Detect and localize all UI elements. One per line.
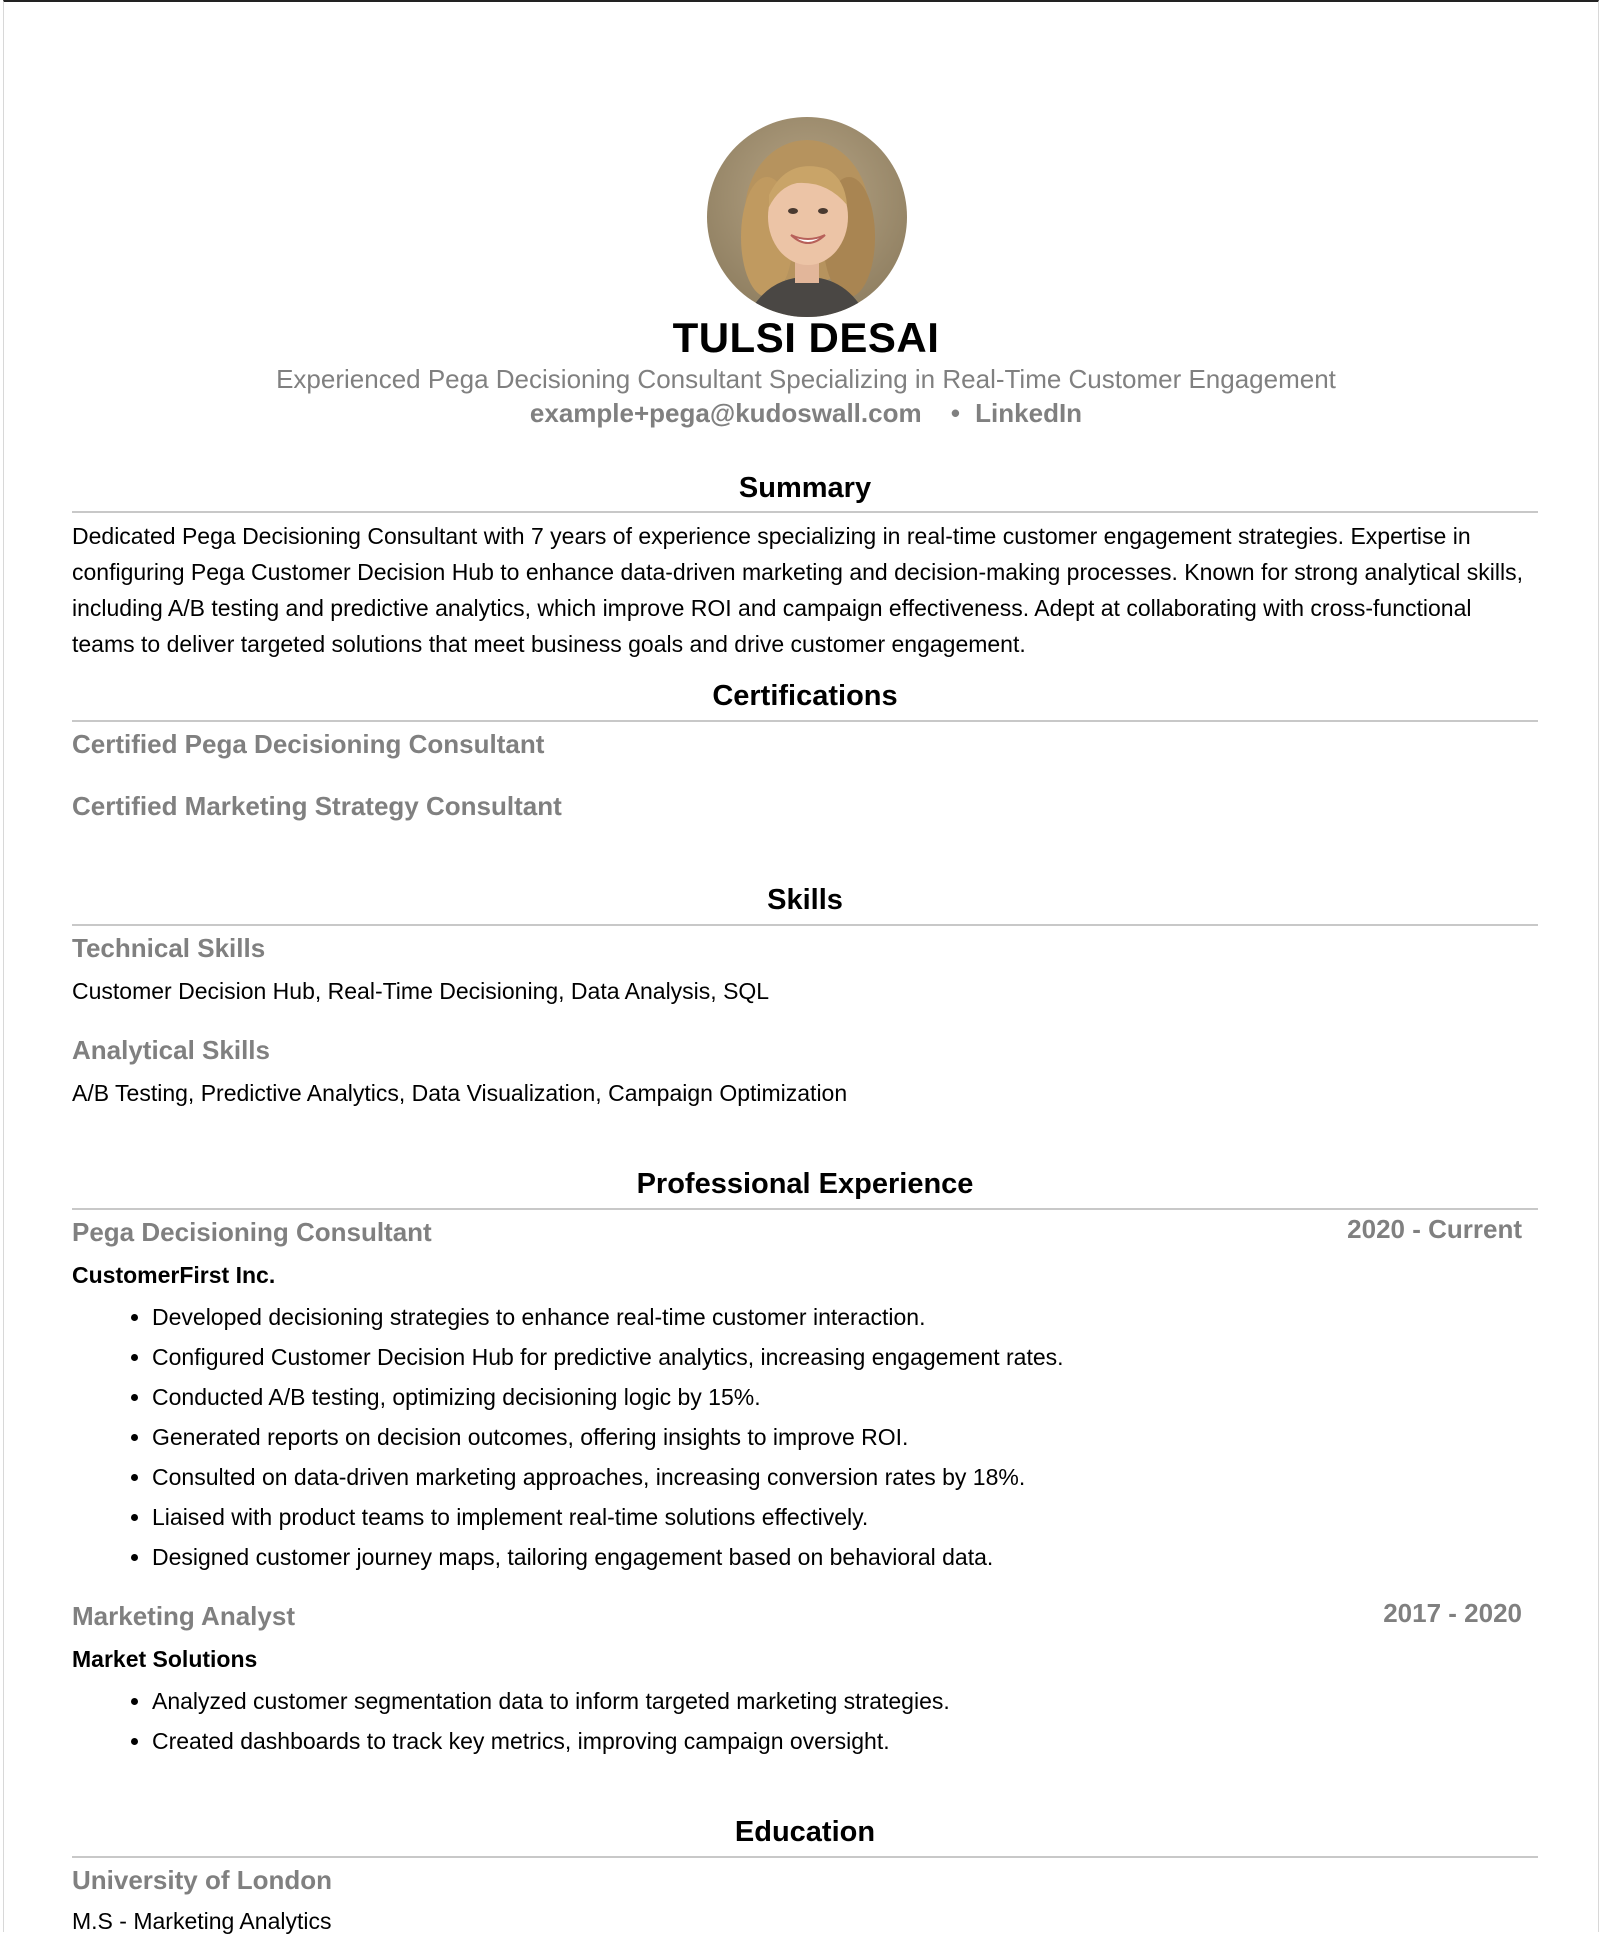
certification-item: Certified Marketing Strategy Consultant <box>72 791 562 821</box>
avatar-photo <box>707 117 907 317</box>
headline: Experienced Pega Decisioning Consultant Specializing in Real-Time Customer Engagement <box>276 364 1336 394</box>
skills-title: Skills <box>767 884 843 916</box>
list-item: • Analyzed customer segmentation data to inform targeted marketing strategies. <box>152 1681 950 1721</box>
list-item: • Consulted on data-driven marketing approaches, increasing conversion rates by 18%. <box>152 1457 1064 1497</box>
candidate-name: TULSI DESAI <box>672 314 940 361</box>
skill-group-name: Analytical Skills <box>72 1035 270 1065</box>
avatar <box>707 117 907 317</box>
list-item: • Designed customer journey maps, tailoring engagement based on behavioral data. <box>152 1537 1064 1577</box>
job-dates: 2020 - Current <box>1347 1214 1522 1244</box>
skill-group-items: Customer Decision Hub, Real-Time Decisioning, Data Analysis, SQL <box>72 978 770 1004</box>
certifications-title: Certifications <box>712 680 898 712</box>
job-bullets <box>112 1297 1064 1577</box>
summary-title: Summary <box>738 472 872 504</box>
separator-dot: • <box>950 398 960 428</box>
experience-divider <box>72 1208 1538 1210</box>
skill-group-name: Technical Skills <box>72 933 266 963</box>
job-role: Pega Decisioning Consultant <box>72 1217 432 1247</box>
linkedin-link[interactable]: LinkedIn <box>975 398 1083 428</box>
job-company: Market Solutions <box>72 1646 258 1672</box>
email-link[interactable]: example+pega@kudoswall.com <box>529 398 922 428</box>
education-title: Education <box>734 1816 876 1848</box>
job-company: CustomerFirst Inc. <box>72 1262 276 1288</box>
summary-divider <box>72 511 1538 513</box>
list-item: • Generated reports on decision outcomes, offering insights to improve ROI. <box>152 1417 1064 1457</box>
job-dates: 2017 - 2020 <box>1383 1598 1522 1628</box>
list-item: • Configured Customer Decision Hub for predictive analytics, increasing engagement rates. <box>152 1337 1064 1377</box>
experience-title: Professional Experience <box>636 1168 974 1200</box>
contact-line <box>4 398 1604 429</box>
job-role: Marketing Analyst <box>72 1601 295 1631</box>
list-item: • Liaised with product teams to implement real-time solutions effectively. <box>152 1497 1064 1537</box>
education-school: University of London <box>72 1865 332 1895</box>
skill-group-items: A/B Testing, Predictive Analytics, Data Visualization, Campaign Optimization <box>72 1080 848 1106</box>
list-item: • Created dashboards to track key metrics, improving campaign oversight. <box>152 1721 950 1761</box>
list-item: • Developed decisioning strategies to enhance real-time customer interaction. <box>152 1297 1064 1337</box>
skills-divider <box>72 924 1538 926</box>
list-item: • Conducted A/B testing, optimizing decisioning logic by 15%. <box>152 1377 1064 1417</box>
job-bullets <box>112 1681 950 1761</box>
certification-item: Certified Pega Decisioning Consultant <box>72 729 545 759</box>
education-divider <box>72 1856 1538 1858</box>
education-degree: M.S - Marketing Analytics <box>72 1908 332 1934</box>
summary-text: Dedicated Pega Decisioning Consultant with 7 years of experience specializing in real-time customer engagement strategies. Expertise in configuring Pega Customer Decision Hub to enhance data-driven marketing and decision-making processes. Known for strong analytical skills, including A/B testing and predictive analytics, which improve ROI and campaign effectiveness. Adept at collaborating with cross-functional teams to deliver targeted solutions that meet business goals and drive customer engagement. <box>72 523 1524 657</box>
certifications-divider <box>72 720 1538 722</box>
resume-page <box>3 0 1599 1932</box>
